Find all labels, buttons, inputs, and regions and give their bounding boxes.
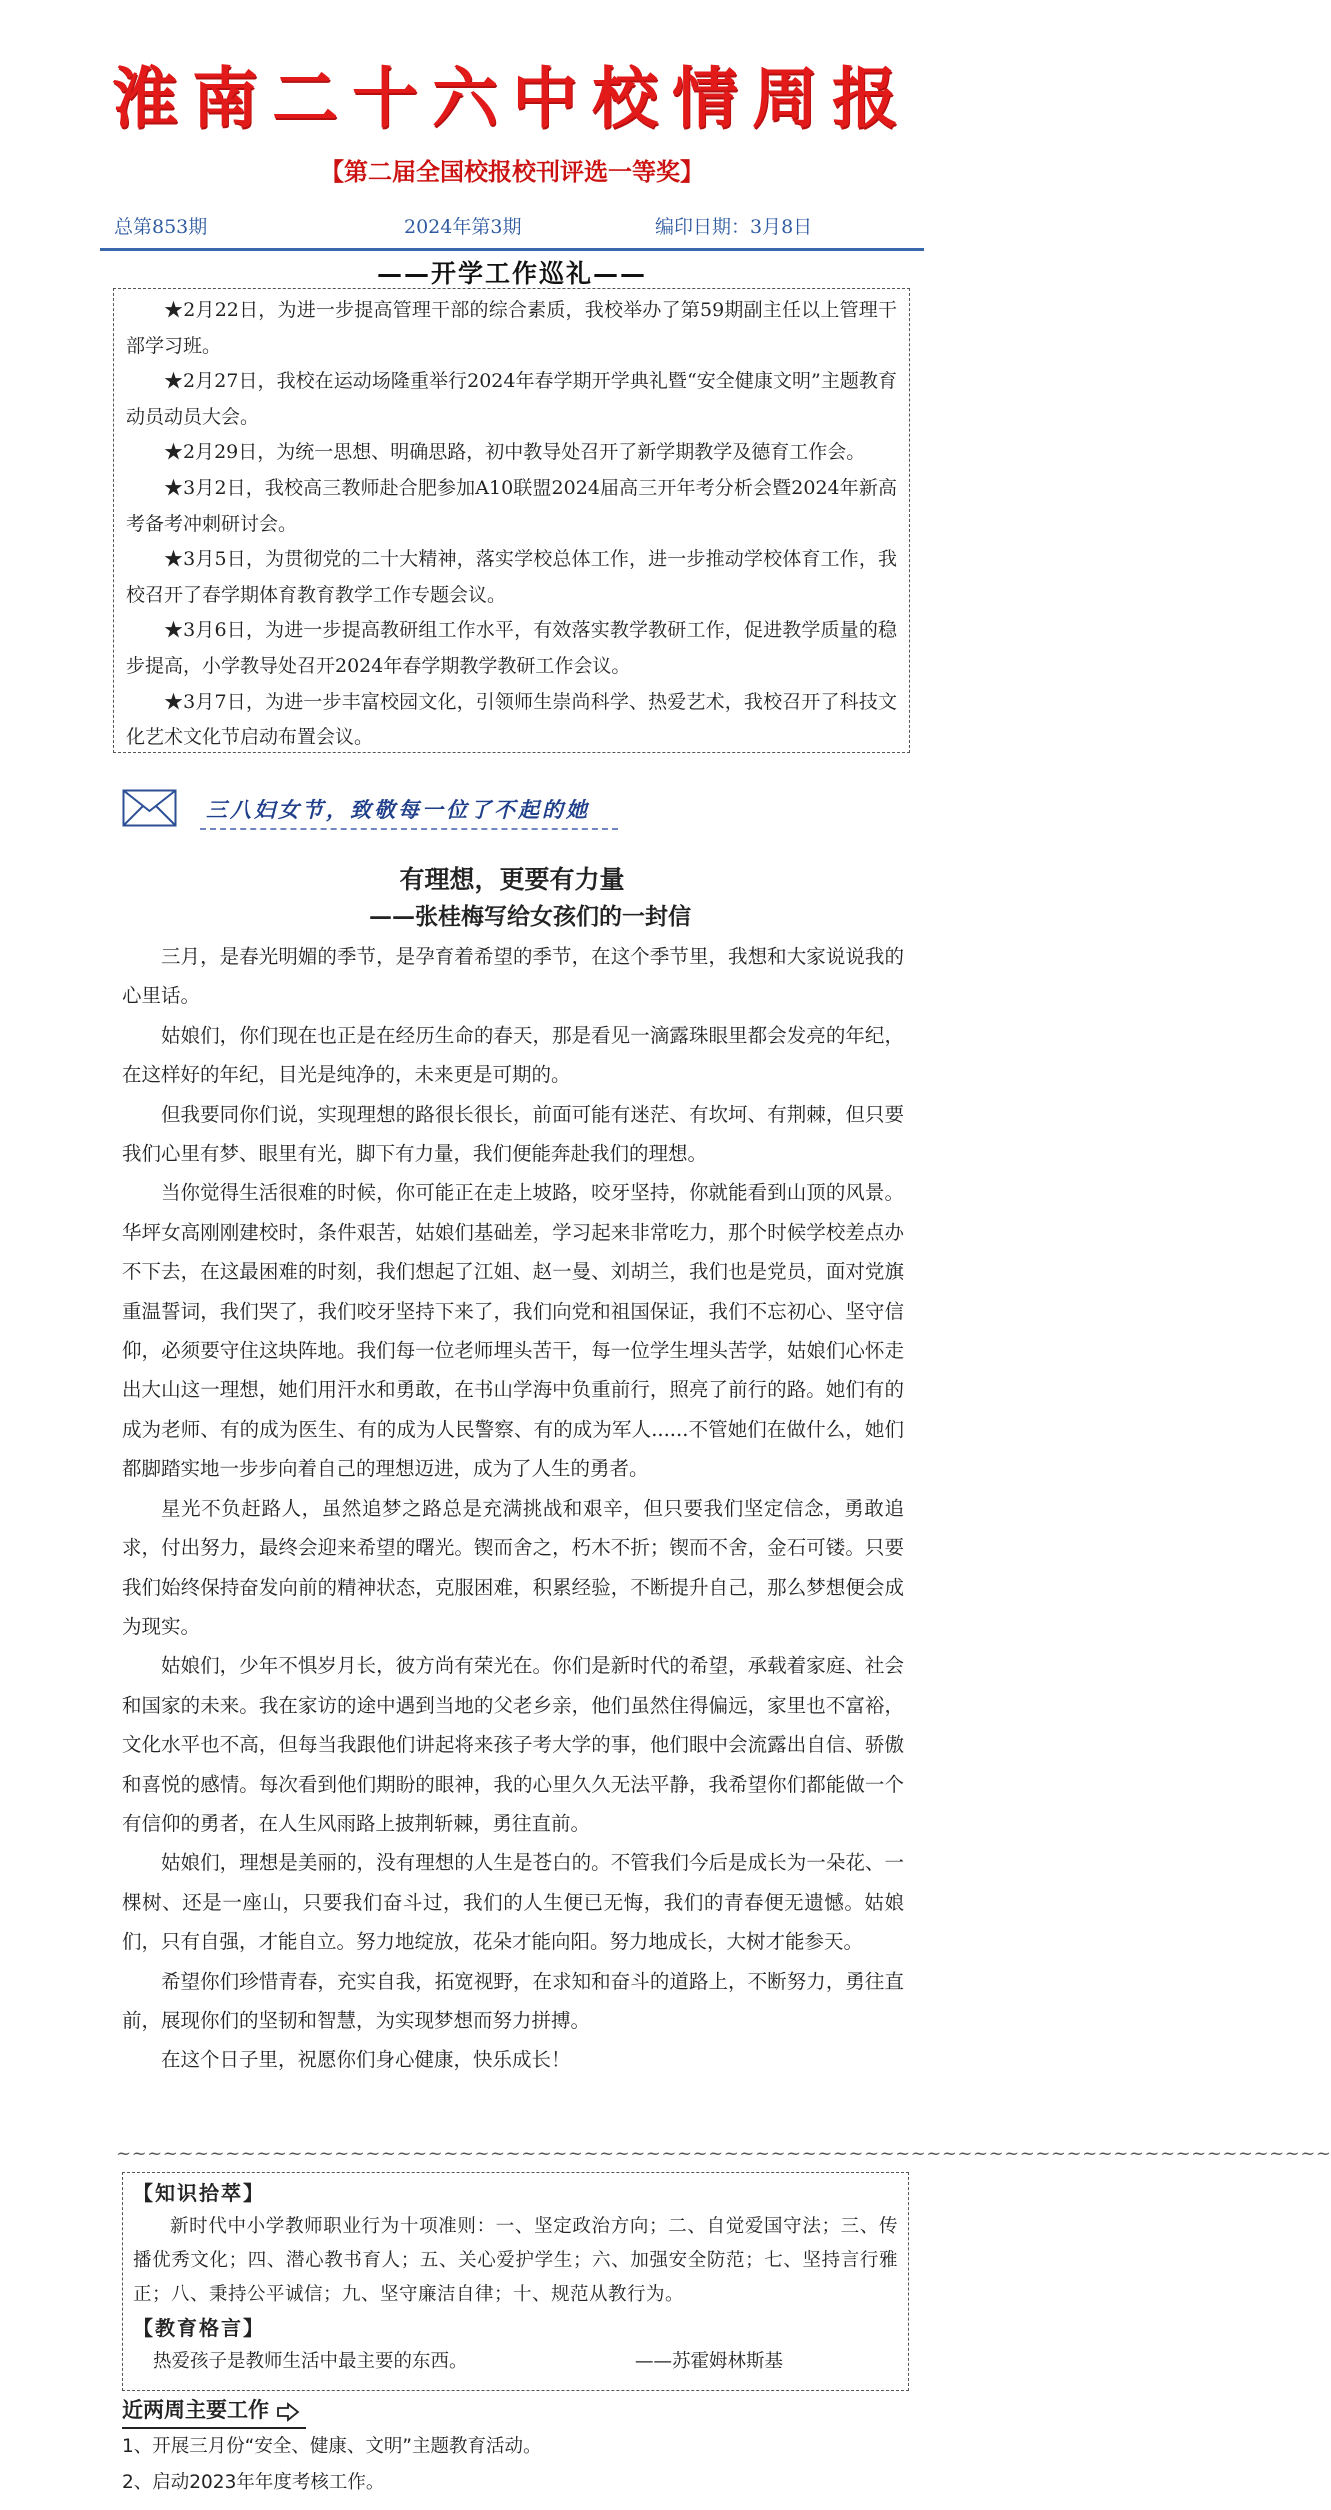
letter-paragraph: 希望你们珍惜青春，充实自我，拓宽视野，在求知和奋斗的道路上，不断努力，勇往直前，展现你们的坚韧和智慧，为实现梦想而努力拼搏。 — [122, 1969, 904, 2032]
recent-item: 1、开展三月份“安全、健康、文明”主题教育活动。 — [122, 2436, 542, 2457]
knowledge-heading: 【知识拾萃】 — [133, 2181, 265, 2205]
issue-year: 2024年第3期 — [404, 216, 522, 238]
motto-author: ——苏霍姆林斯基 — [635, 2351, 784, 2372]
recent-heading-wrap — [122, 2393, 306, 2429]
issue-total: 总第853期 — [114, 216, 208, 238]
motto-heading: 【教育格言】 — [133, 2316, 265, 2340]
news-item: ★3月6日，为进一步提高教研组工作水平，有效落实教学教研工作，促进教学质量的稳步提高，小学教导处召开2024年春学期教学教研工作会议。 — [126, 619, 897, 677]
masthead-title: 淮南二十六中校情周报 — [112, 59, 912, 137]
news-item: ★2月29日，为统一思想、明确思路，初中教导处召开了新学期教学及德育工作会。 — [164, 441, 866, 464]
envelope-icon — [122, 789, 177, 827]
recent-work — [122, 2393, 912, 2501]
wavy-divider: ~~~~~~~~~~~~~~~~~~~~~~~~~~~~~~~~~~~~~~~~~~~~~~~~~~~~~~~~~~~~~~~~~~~~~~~~~~~~~~ — [116, 2143, 1331, 2164]
issue-print-date: 编印日期：3月8日 — [655, 216, 813, 238]
letter-paragraph: 在这个日子里，祝愿你们身心健康，快乐成长！ — [161, 2048, 571, 2072]
motto-quote: 热爱孩子是教师生活中最主要的东西。 — [153, 2351, 468, 2372]
news-item: ★2月27日，我校在运动场隆重举行2024年春学期开学典礼暨“安全健康文明”主题教育动员动员大会。 — [126, 370, 897, 428]
knowledge-body: 新时代中小学教师职业行为十项准则：一、坚定政治方向；二、自觉爱国守法；三、传播优秀文化；四、潜心教书育人；五、关心爱护学生；六、加强安全防范；七、坚持言行雅正；八、秉持公平诚信；九、坚守廉洁自律；十、规范从教行为。 — [133, 2216, 898, 2305]
award-line: 【第二届全国校报校刊评选一等奖】 — [320, 158, 704, 186]
letter-paragraph: 姑娘们，你们现在也正是在经历生命的春天，那是看见一滴露珠眼里都会发亮的年纪，在这样好的年纪，目光是纯净的，未来更是可期的。 — [122, 1023, 904, 1087]
letter-subtitle: ——张桂梅写给女孩们的一封信 — [369, 903, 691, 930]
arrow-right-icon — [276, 2403, 300, 2421]
letter-paragraph: 姑娘们，少年不惧岁月长，彼方尚有荣光在。你们是新时代的希望，承载着家庭、社会和国家的未来。我在家访的途中遇到当地的父老乡亲，他们虽然住得偏远，家里也不富裕，文化水平也不高，但每当我跟他们讲起将来孩子考大学的事，他们眼中会流露出自信、骄傲和喜悦的感情。每次看到他们期盼的眼神，我的心里久久无法平静，我希望你们都能做一个有信仰的勇者，在人生风雨路上披荆斩棘，勇往直前。 — [122, 1654, 904, 1835]
letter-paragraph: 三月，是春光明媚的季节，是孕育着希望的季节，在这个季节里，我想和大家说说我的心里话。 — [122, 945, 904, 1008]
letter-paragraph: 星光不负赶路人，虽然追梦之路总是充满挑战和艰辛，但只要我们坚定信念，勇敢追求，付出努力，最终会迎来希望的曙光。锲而舍之，朽木不折；锲而不舍，金石可镂。只要我们始终保持奋发向前的精神状态，克服困难，积累经验，不断提升自己，那么梦想便会成为现实。 — [122, 1496, 904, 1638]
recent-item: 2、启动2023年年度考核工作。 — [122, 2472, 385, 2493]
header-divider — [100, 248, 924, 251]
tagline-underline — [200, 828, 618, 830]
section-title: ——开学工作巡礼—— — [376, 259, 647, 288]
news-box — [113, 288, 910, 753]
motto-row — [133, 2345, 898, 2379]
news-item: ★3月7日，为进一步丰富校园文化，引领师生崇尚科学、热爱艺术，我校召开了科技文化艺术文化节启动布置会议。 — [126, 690, 897, 749]
news-item: ★2月22日，为进一步提高管理干部的综合素质，我校举办了第59期副主任以上管理干部学习班。 — [126, 299, 897, 357]
letter-paragraph: 但我要同你们说，实现理想的路很长很长，前面可能有迷茫、有坎坷、有荆棘，但只要我们心里有梦、眼里有光，脚下有力量，我们便能奔赴我们的理想。 — [122, 1102, 904, 1166]
letter-paragraph: 姑娘们，理想是美丽的，没有理想的人生是苍白的。不管我们今后是成长为一朵花、一棵树、还是一座山，只要我们奋斗过，我们的人生便已无悔，我们的青春便无遗憾。姑娘们，只有自强，才能自立。努力地绽放，花朵才能向阳。努力地成长，大树才能参天。 — [122, 1851, 904, 1954]
recent-heading: 近两周主要工作 — [122, 2397, 269, 2422]
letter-paragraph: 当你觉得生活很难的时候，你可能正在走上坡路，咬牙坚持，你就能看到山顶的风景。华坪女高刚刚建校时，条件艰苦，姑娘们基础差，学习起来非常吃力，那个时候学校差点办不下去，在这最困难的时刻，我们想起了江姐、赵一曼、刘胡兰，我们也是党员，面对党旗重温誓词，我们哭了，我们咬牙坚持下来了，我们向党和祖国保证，我们不忘初心、坚守信仰，必须要守住这块阵地。我们每一位老师埋头苦干，每一位学生埋头苦学，姑娘们心怀走出大山这一理想，她们用汗水和勇敢，在书山学海中负重前行，照亮了前行的路。她们有的成为老师、有的成为医生、有的成为人民警察、有的成为军人......不管她们在做什么，她们都脚踏实地一步步向着自己的理想迈进，成为了人生的勇者。 — [122, 1181, 904, 1481]
letter-body — [122, 937, 904, 2080]
womens-day-tagline: 三八妇女节，致敬每一位了不起的她 — [206, 797, 590, 822]
letter-title: 有理想，更要有力量 — [399, 865, 625, 894]
issue-info-bar — [100, 208, 924, 244]
news-item: ★3月5日，为贯彻党的二十大精神，落实学校总体工作，进一步推动学校体育工作，我校召开了春学期体育教育教学工作专题会议。 — [126, 548, 897, 606]
news-item: ★3月2日，我校高三教师赴合肥参加A10联盟2024届高三开年考分析会暨2024年新高考备考冲刺研讨会。 — [126, 476, 897, 535]
knowledge-box — [122, 2172, 909, 2391]
